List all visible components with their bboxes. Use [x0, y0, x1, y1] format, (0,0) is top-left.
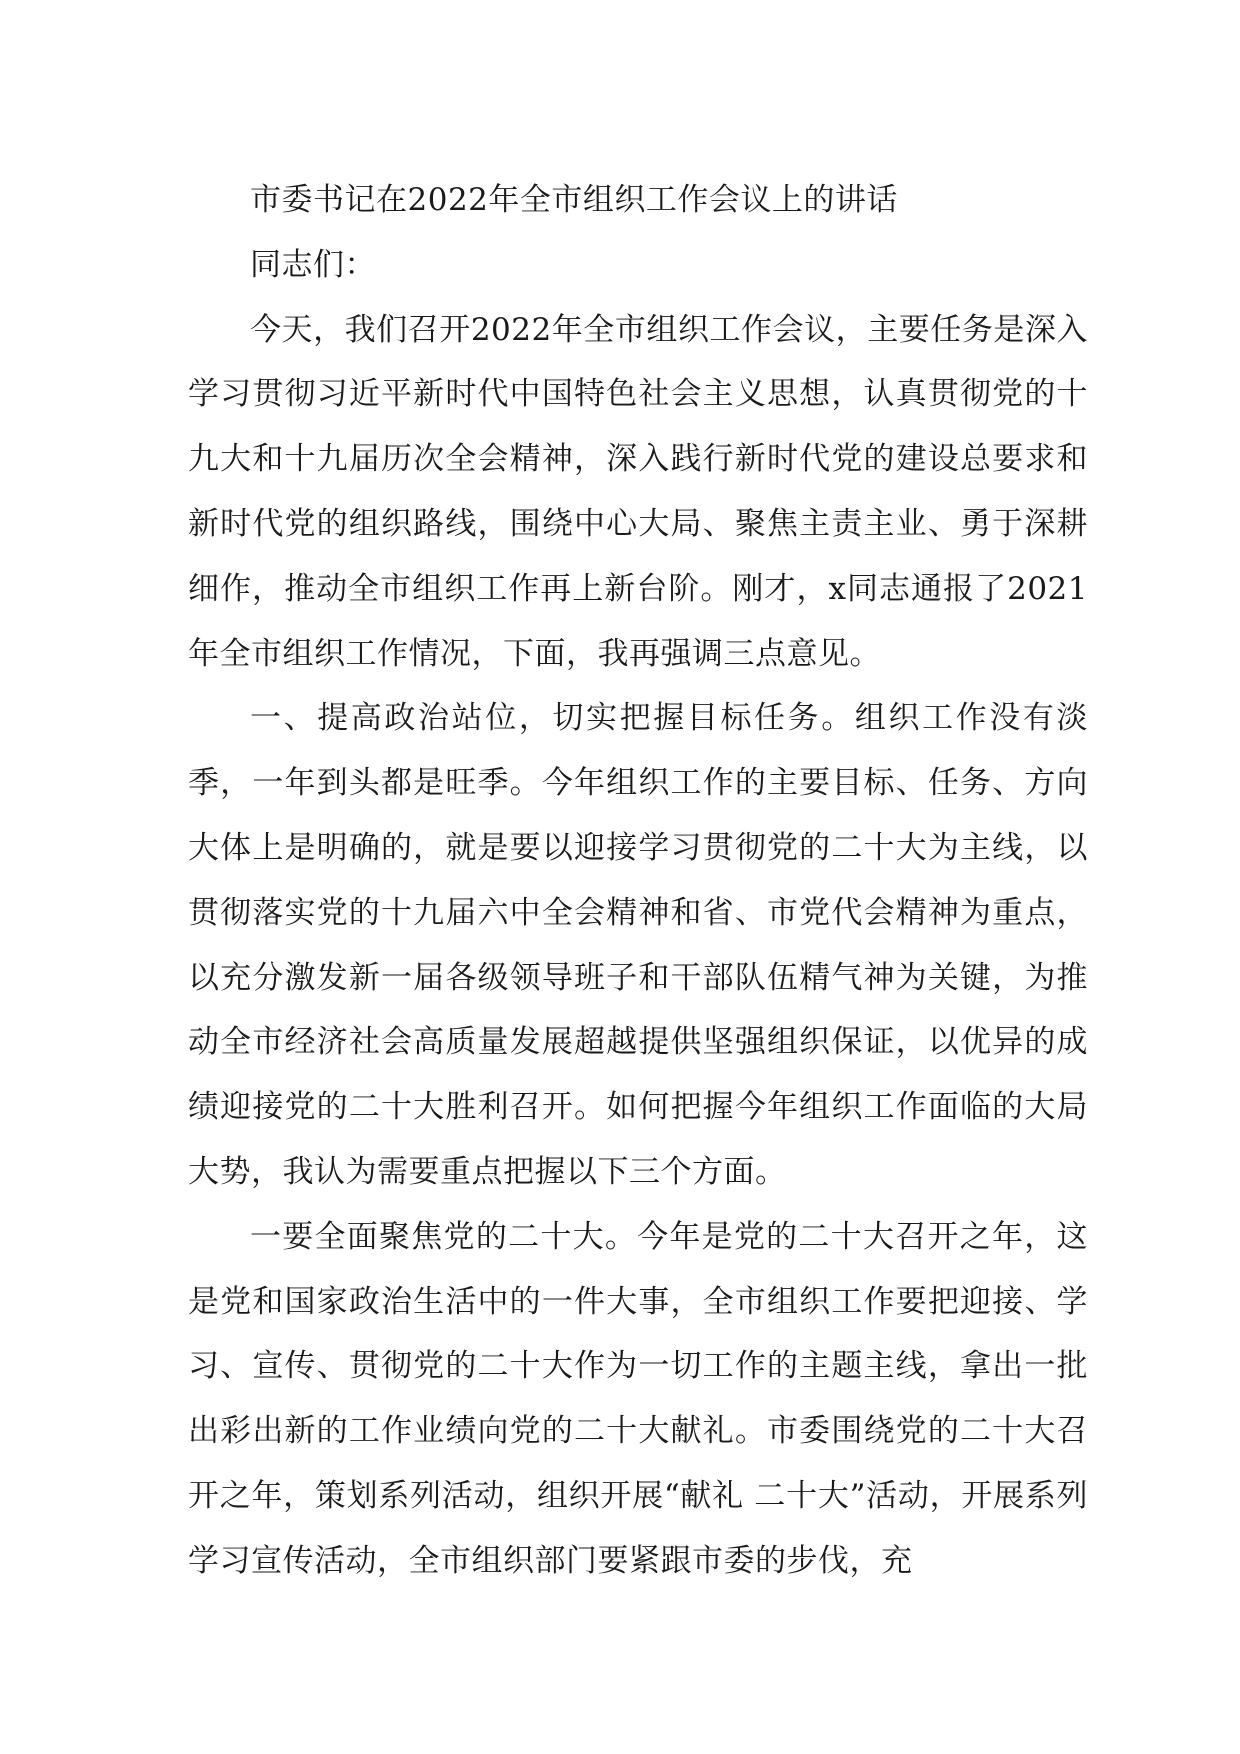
paragraph-opening: 今天，我们召开2022年全市组织工作会议，主要任务是深入学习贯彻习近平新时代中国特色社会主义思想，认真贯彻党的十九大和十九届历次全会精神，深入践行新时代党的建设总要求和新时代党的组织路线，围绕中心大局、聚焦主责主业、勇于深耕细作，推动全市组织工作再上新台阶。刚才，x同志通报了2021年全市组织工作情况，下面，我再强调三点意见。 [188, 311, 1088, 672]
paragraph-focus-twentieth-congress: 一要全面聚焦党的二十大。今年是党的二十大召开之年，这是党和国家政治生活中的一件大事，全市组织工作要把迎接、学习、宣传、贯彻党的二十大作为一切工作的主题主线，拿出一批出彩出新的工作业绩向党的二十大献礼。市委围绕党的二十大召开之年，策划系列活动，组织开展“献礼 二十大”活动，开展系列学习宣传活动，全市组织部门要紧跟市委的步伐，充 [188, 1218, 1088, 1579]
paragraph-section-one: 一、提高政治站位，切实把握目标任务。组织工作没有淡季，一年到头都是旺季。今年组织工作的主要目标、任务、方向大体上是明确的，就是要以迎接学习贯彻党的二十大为主线，以贯彻落实党的十九届六中全会精神和省、市党代会精神为重点，以充分激发新一届各级领导班子和干部队伍精气神为关键，为推动全市经济社会高质量发展超越提供坚强组织保证，以优异的成绩迎接党的二十大胜利召开。如何把握今年组织工作面临的大局大势，我认为需要重点把握以下三个方面。 [188, 700, 1088, 1190]
document-body [188, 168, 1088, 1594]
document-title: 市委书记在2022年全市组织工作会议上的讲话 [250, 182, 898, 218]
salutation: 同志们： [250, 246, 376, 283]
